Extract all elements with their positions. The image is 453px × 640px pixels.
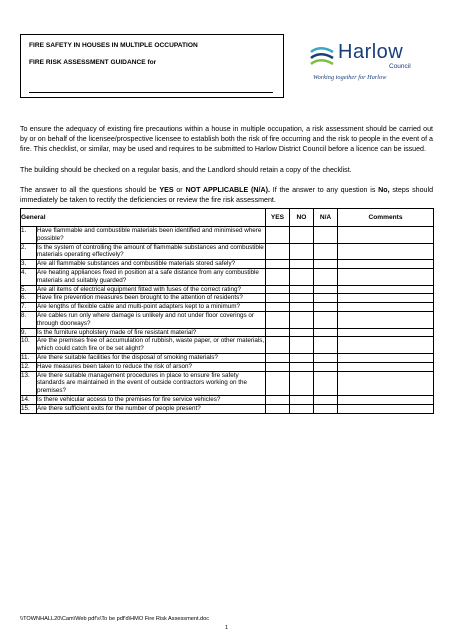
question-number: 3. xyxy=(21,260,37,269)
header-comments: Comments xyxy=(338,209,434,227)
question-number: 7. xyxy=(21,303,37,312)
question-text: Are heating appliances fixed in position at a safe distance from any combustible materials and suitably guarded? xyxy=(37,268,266,285)
title-box xyxy=(20,34,284,98)
yes-cell[interactable] xyxy=(266,404,290,413)
table-row xyxy=(21,337,434,354)
question-text: Is there vehicular access to the premises for fire service vehicles? xyxy=(37,395,266,404)
na-cell[interactable] xyxy=(314,311,338,328)
address-blank-line xyxy=(29,92,273,93)
na-cell[interactable] xyxy=(314,243,338,260)
comments-cell[interactable] xyxy=(338,227,434,244)
logo-wordmark: Harlow xyxy=(338,41,404,63)
footer-file-path: \\TOWNHALL20\Cam\Web pdf's\To be pdf'd\HMO Fire Risk Assessment.doc xyxy=(20,616,210,622)
no-cell[interactable] xyxy=(290,303,314,312)
comments-cell[interactable] xyxy=(338,243,434,260)
question-number: 5. xyxy=(21,285,37,294)
question-text: Are cables run only where damage is unlikely and not under floor coverings or through doorways? xyxy=(37,311,266,328)
table-row xyxy=(21,362,434,371)
yes-cell[interactable] xyxy=(266,294,290,303)
comments-cell[interactable] xyxy=(338,353,434,362)
question-number: 6. xyxy=(21,294,37,303)
table-row xyxy=(21,404,434,413)
yes-cell[interactable] xyxy=(266,328,290,337)
comments-cell[interactable] xyxy=(338,337,434,354)
no-cell[interactable] xyxy=(290,243,314,260)
table-row xyxy=(21,227,434,244)
yes-cell[interactable] xyxy=(266,227,290,244)
comments-cell[interactable] xyxy=(338,371,434,395)
table-row xyxy=(21,294,434,303)
header-na: N/A xyxy=(314,209,338,227)
comments-cell[interactable] xyxy=(338,260,434,269)
na-cell[interactable] xyxy=(314,353,338,362)
yes-cell[interactable] xyxy=(266,395,290,404)
na-cell[interactable] xyxy=(314,260,338,269)
comments-cell[interactable] xyxy=(338,328,434,337)
table-row xyxy=(21,243,434,260)
yes-cell[interactable] xyxy=(266,285,290,294)
yes-cell[interactable] xyxy=(266,353,290,362)
header-no: NO xyxy=(290,209,314,227)
na-cell[interactable] xyxy=(314,303,338,312)
na-cell[interactable] xyxy=(314,328,338,337)
question-number: 10. xyxy=(21,337,37,354)
table-row xyxy=(21,371,434,395)
comments-cell[interactable] xyxy=(338,362,434,371)
intro-paragraph-3 xyxy=(20,186,433,206)
no-cell[interactable] xyxy=(290,328,314,337)
no-cell[interactable] xyxy=(290,395,314,404)
question-text: Are there suitable management procedures in place to ensure fire safety standards are maintained in the event of outside contractors working on the premises? xyxy=(37,371,266,395)
table-row xyxy=(21,328,434,337)
na-cell[interactable] xyxy=(314,227,338,244)
yes-cell[interactable] xyxy=(266,303,290,312)
na-cell[interactable] xyxy=(314,294,338,303)
table-row xyxy=(21,268,434,285)
p3-text-c: steps should immediately be taken to rectify the deficiencies or review the fire risk assessment. xyxy=(20,186,434,204)
comments-cell[interactable] xyxy=(338,311,434,328)
comments-cell[interactable] xyxy=(338,294,434,303)
logo-council-text: Council xyxy=(389,63,411,70)
na-cell[interactable] xyxy=(314,268,338,285)
intro-paragraph-2: The building should be checked on a regular basis, and the Landlord should retain a copy of the checklist. xyxy=(20,166,352,174)
header-general: General xyxy=(21,209,266,227)
no-cell[interactable] xyxy=(290,353,314,362)
document-title: FIRE SAFETY IN HOUSES IN MULTIPLE OCCUPATION xyxy=(29,42,198,49)
na-cell[interactable] xyxy=(314,395,338,404)
no-cell[interactable] xyxy=(290,285,314,294)
question-number: 2. xyxy=(21,243,37,260)
logo-wave-icon xyxy=(309,46,335,70)
na-cell[interactable] xyxy=(314,404,338,413)
no-cell[interactable] xyxy=(290,311,314,328)
table-row xyxy=(21,311,434,328)
table-row xyxy=(21,395,434,404)
question-text: Are all flammable substances and combustible materials stored safely? xyxy=(37,260,266,269)
table-row xyxy=(21,303,434,312)
p3-na: NOT APPLICABLE (N/A). xyxy=(185,186,270,194)
p3-or: or xyxy=(173,186,186,194)
table-row xyxy=(21,353,434,362)
question-number: 9. xyxy=(21,328,37,337)
question-text: Is the system of controlling the amount of flammable substances and combustible materials operating effectively? xyxy=(37,243,264,259)
yes-cell[interactable] xyxy=(266,362,290,371)
question-text: Is the furniture upholstery made of fire resistant material? xyxy=(37,328,266,337)
no-cell[interactable] xyxy=(290,268,314,285)
header-yes: YES xyxy=(266,209,290,227)
table-row xyxy=(21,260,434,269)
table-row xyxy=(21,285,434,294)
harlow-council-logo xyxy=(309,38,434,98)
question-number: 11. xyxy=(21,353,37,362)
intro-paragraph-1: To ensure the adequacy of existing fire precautions within a house in multiple occupation, a risk assessment should be carried out by or on behalf of the licensee/prospective licensee to establish both the risk of fire occurring and the risk to people in the event of a fire. This checklist, or similar, may be used and requires to be submitted to Harlow District Council before a licence can be issued. xyxy=(20,125,433,153)
no-cell[interactable] xyxy=(290,227,314,244)
checklist-body xyxy=(21,227,434,414)
yes-cell[interactable] xyxy=(266,243,290,260)
p3-text-a: The answer to all the questions should be xyxy=(20,186,160,194)
comments-cell[interactable] xyxy=(338,285,434,294)
yes-cell[interactable] xyxy=(266,311,290,328)
question-text: Have measures been taken to reduce the risk of arson? xyxy=(37,362,266,371)
table-header-row xyxy=(21,209,434,227)
logo-tagline: Working together for Harlow xyxy=(313,74,387,81)
comments-cell[interactable] xyxy=(338,404,434,413)
p3-yes: YES xyxy=(159,186,174,194)
comments-cell[interactable] xyxy=(338,268,434,285)
na-cell[interactable] xyxy=(314,337,338,354)
question-number: 12. xyxy=(21,362,37,371)
footer-page-number: 1 xyxy=(224,625,229,631)
question-text: Are all items of electrical equipment fitted with fuses of the correct rating? xyxy=(37,285,266,294)
p3-no: No, xyxy=(378,186,390,194)
question-text: Are lengths of flexible cable and multi-point adapters kept to a minimum? xyxy=(37,303,266,312)
p3-text-b: If the answer to any question is xyxy=(269,186,379,194)
na-cell[interactable] xyxy=(314,285,338,294)
question-text: Have fire prevention measures been brought to the attention of residents? xyxy=(37,294,266,303)
no-cell[interactable] xyxy=(290,404,314,413)
yes-cell[interactable] xyxy=(266,337,290,354)
document-subtitle: FIRE RISK ASSESSMENT GUIDANCE for xyxy=(29,59,157,66)
no-cell[interactable] xyxy=(290,260,314,269)
no-cell[interactable] xyxy=(290,371,314,395)
no-cell[interactable] xyxy=(290,362,314,371)
question-number: 4. xyxy=(21,268,37,285)
no-cell[interactable] xyxy=(290,337,314,354)
question-number: 1. xyxy=(21,227,37,244)
yes-cell[interactable] xyxy=(266,260,290,269)
question-text: Are there suitable facilities for the disposal of smoking materials? xyxy=(37,353,266,362)
yes-cell[interactable] xyxy=(266,268,290,285)
question-text: Are the premises free of accumulation of rubbish, waste paper, or other materials, which could catch fire or be set alight? xyxy=(37,337,265,353)
question-number: 14. xyxy=(21,395,37,404)
na-cell[interactable] xyxy=(314,371,338,395)
fire-risk-checklist-table xyxy=(20,208,434,414)
question-text: Have flammable and combustible materials been identified and minimised where possible? xyxy=(37,227,266,244)
question-number: 8. xyxy=(21,311,37,328)
question-number: 15. xyxy=(21,404,37,413)
comments-cell[interactable] xyxy=(338,303,434,312)
question-number: 13. xyxy=(21,371,37,395)
na-cell[interactable] xyxy=(314,362,338,371)
question-text: Are there sufficient exits for the number of people present? xyxy=(37,404,266,413)
no-cell[interactable] xyxy=(290,294,314,303)
yes-cell[interactable] xyxy=(266,371,290,395)
comments-cell[interactable] xyxy=(338,395,434,404)
